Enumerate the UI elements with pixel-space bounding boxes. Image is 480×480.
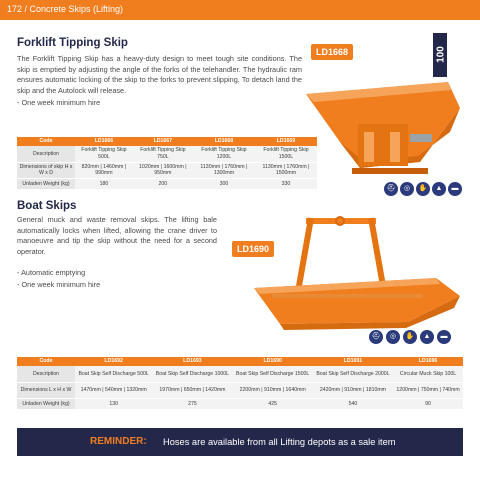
boat-skip-image	[240, 214, 465, 334]
safety-boots-icon: ▬	[437, 330, 451, 344]
table-header: LD1693	[152, 357, 232, 366]
boat-skips-description: General muck and waste removal skips. The lifting bale automatically locks when lifted, allowing the crane driver to manoeuvre and tip the skip without the need for a second operator.	[17, 215, 217, 256]
table-header: LD1666	[75, 137, 133, 146]
hard-hat-icon: ⛑	[369, 330, 383, 344]
table-cell: Description	[17, 146, 75, 162]
header-bar	[0, 0, 480, 20]
table-cell: 425	[233, 398, 313, 409]
hi-vis-vest-icon: ▲	[420, 330, 434, 344]
table-cell: 2420mm | 910mm | 1810mm	[313, 382, 393, 398]
reminder-banner	[17, 428, 463, 456]
table-cell: 330	[255, 178, 317, 189]
table-cell: Circular Muck Skip 100L	[393, 366, 463, 382]
table-cell: 1970mm | 650mm | 1420mm	[152, 382, 232, 398]
table-row	[17, 146, 317, 162]
table-row	[17, 366, 463, 382]
table-cell: 1200mm | 750mm | 740mm	[393, 382, 463, 398]
table-header: Code	[17, 357, 75, 366]
table-cell: 820mm | 1460mm | 990mm	[75, 162, 133, 178]
table-header: LD1690	[233, 357, 313, 366]
ear-protection-icon: ◎	[400, 182, 414, 196]
gloves-icon: ✋	[416, 182, 430, 196]
table-row	[17, 382, 463, 398]
table-cell: Unladen Weight (kg)	[17, 398, 75, 409]
table-cell: 1130mm | 1760mm | 1300mm	[193, 162, 255, 178]
table-cell: 540	[313, 398, 393, 409]
product-code-badge-ld1690: LD1690	[232, 241, 274, 257]
table-header: Code	[17, 137, 75, 146]
table-cell: Dimensions L x H x W	[17, 382, 75, 398]
load-capacity-tab: 100	[433, 33, 447, 77]
forklift-description: The Forklift Tipping Skip has a heavy-duty design to meet tough site conditions. The skip is emptied by adjusting the angle of the forks of the telehandler. The hydraulic ram ensures automatic locking of the skip to the forks to prevent slipping. To detach land the skip and the Autolock will release.	[17, 54, 302, 95]
table-cell: 1130mm | 1760mm | 1500mm	[255, 162, 317, 178]
table-cell: Boat Skip Self Discharge 500L	[75, 366, 152, 382]
table-cell: Boat Skip Self Discharge 1000L	[152, 366, 232, 382]
boat-skip-specs-table	[17, 357, 463, 409]
reminder-text: Hoses are available from all Lifting depots as a sale item	[163, 437, 396, 447]
table-header: LD1669	[255, 137, 317, 146]
table-header: LD1668	[193, 137, 255, 146]
product-code-badge-ld1668: LD1668	[311, 44, 353, 60]
table-cell: 300	[193, 178, 255, 189]
table-cell: 180	[75, 178, 133, 189]
table-cell: Unladen Weight (kg)	[17, 178, 75, 189]
table-header: LD1667	[133, 137, 193, 146]
hi-vis-vest-icon: ▲	[432, 182, 446, 196]
forklift-skip-specs-table	[17, 137, 317, 189]
table-cell: Description	[17, 366, 75, 382]
boat-skips-bullet-2: - One week minimum hire	[17, 280, 101, 289]
table-row	[17, 178, 317, 189]
reminder-label: REMINDER:	[90, 436, 147, 447]
gloves-icon: ✋	[403, 330, 417, 344]
safety-boots-icon: ▬	[448, 182, 462, 196]
table-cell: 2200mm | 910mm | 1640mm	[233, 382, 313, 398]
section-title-boat-skips: Boat Skips	[17, 200, 77, 212]
forklift-bullet-1: - One week minimum hire	[17, 98, 101, 107]
boat-skips-bullet-1: - Automatic emptying	[17, 268, 86, 277]
table-cell: 1470mm | 540mm | 1320mm	[75, 382, 152, 398]
hard-hat-icon: ⛑	[384, 182, 398, 196]
table-cell: Forklift Tipping Skip 750L	[133, 146, 193, 162]
table-cell: Forklift Tipping Skip 500L	[75, 146, 133, 162]
ear-protection-icon: ◎	[386, 330, 400, 344]
table-cell: Boat Skip Self Discharge 1500L	[233, 366, 313, 382]
table-cell: 90	[393, 398, 463, 409]
table-header: LD1692	[75, 357, 152, 366]
table-cell: Forklift Tipping Skip 1200L	[193, 146, 255, 162]
table-cell: 1020mm | 1600mm | 950mm	[133, 162, 193, 178]
table-cell: Forklift Tipping Skip 1500L	[255, 146, 317, 162]
table-header: LD1691	[313, 357, 393, 366]
breadcrumb: 172 / Concrete Skips (Lifting)	[7, 4, 124, 14]
table-row	[17, 398, 463, 409]
forklift-tipping-skip-image	[300, 72, 470, 182]
table-cell: 130	[75, 398, 152, 409]
table-cell: Boat Skip Self Discharge 2000L	[313, 366, 393, 382]
table-header: LD1696	[393, 357, 463, 366]
table-cell: 275	[152, 398, 232, 409]
table-cell: Dimensions of skip H x W x D	[17, 162, 75, 178]
table-row	[17, 162, 317, 178]
table-cell: 200	[133, 178, 193, 189]
section-title-forklift: Forklift Tipping Skip	[17, 37, 128, 49]
